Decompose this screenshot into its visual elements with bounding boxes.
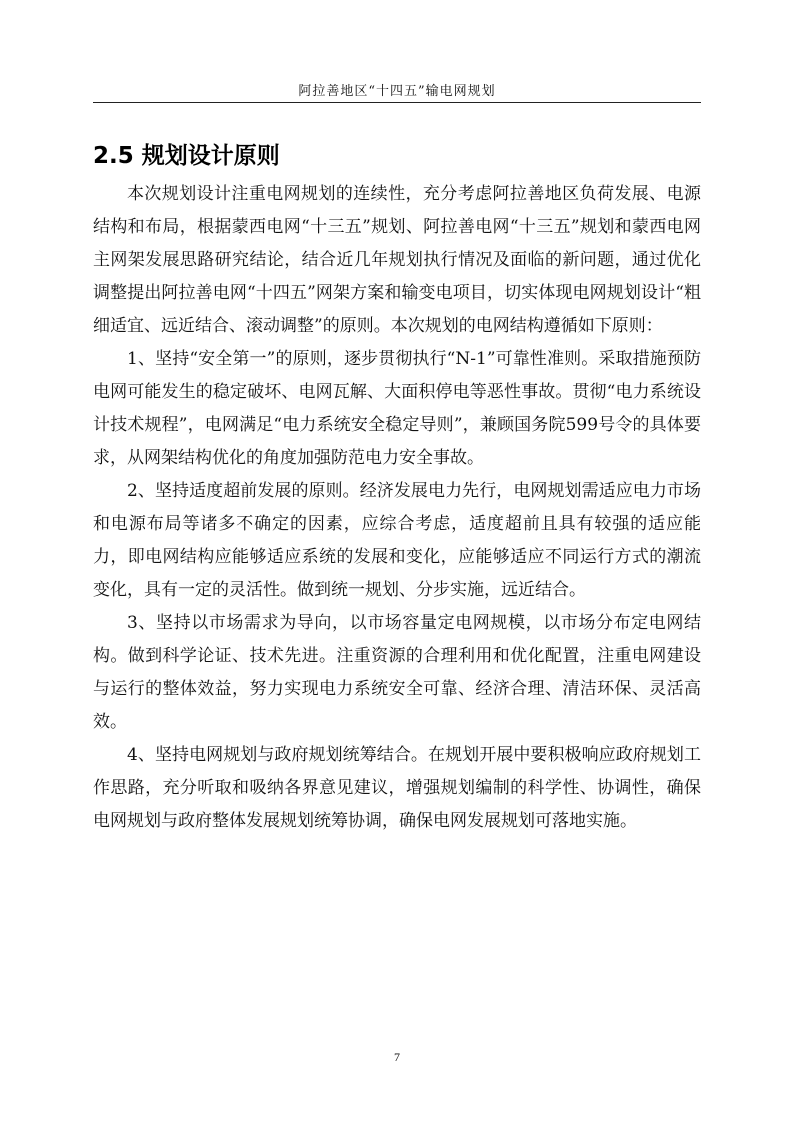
paragraph-principle-2: 2、坚持适度超前发展的原则。经济发展电力先行，电网规划需适应电力市场和电源布局等诸多不确定的因素，应综合考虑，适度超前且具有较强的适应能力，即电网结构应能够适应系统的发展和变化，应能够适应不同运行方式的潮流变化，具有一定的灵活性。做到统一规划、分步实施，远近结合。: [93, 481, 701, 600]
section-body: [93, 178, 701, 838]
running-header: 阿拉善地区“十四五”输电网规划: [298, 84, 496, 99]
paragraph-principle-4: 4、坚持电网规划与政府规划统筹结合。在规划开展中要积极响应政府规划工作思路，充分听取和吸纳各界意见建议，增强规划编制的科学性、协调性，确保电网规划与政府整体发展规划统筹协调，确保电网发展规划可落地实施。: [93, 745, 701, 831]
paragraph-principle-1: 1、坚持“安全第一”的原则，逐步贯彻执行“N-1”可靠性准则。采取措施预防电网可能发生的稳定破坏、电网瓦解、大面积停电等恶性事故。贯彻“电力系统设计技术规程”，电网满足“电力系统安全稳定导则”，兼顾国务院599号令的具体要求，从网架结构优化的角度加强防范电力安全事故。: [93, 349, 701, 468]
header-divider: [93, 102, 701, 103]
paragraph-intro: 本次规划设计注重电网规划的连续性，充分考虑阿拉善地区负荷发展、电源结构和布局，根据蒙西电网“十三五”规划、阿拉善电网“十三五”规划和蒙西电网主网架发展思路研究结论，结合近几年规划执行情况及面临的新问题，通过优化调整提出阿拉善电网“十四五”网架方案和输变电项目，切实体现电网规划设计“粗细适宜、远近结合、滚动调整”的原则。本次规划的电网结构遵循如下原则：: [93, 184, 701, 336]
page-number: 7: [394, 1050, 400, 1064]
section-title: 2.5 规划设计原则: [93, 143, 280, 169]
paragraph-principle-3: 3、坚持以市场需求为导向，以市场容量定电网规模，以市场分布定电网结构。做到科学论证、技术先进。注重资源的合理利用和优化配置，注重电网建设与运行的整体效益，努力实现电力系统安全可靠、经济合理、清洁环保、灵活高效。: [93, 613, 701, 732]
